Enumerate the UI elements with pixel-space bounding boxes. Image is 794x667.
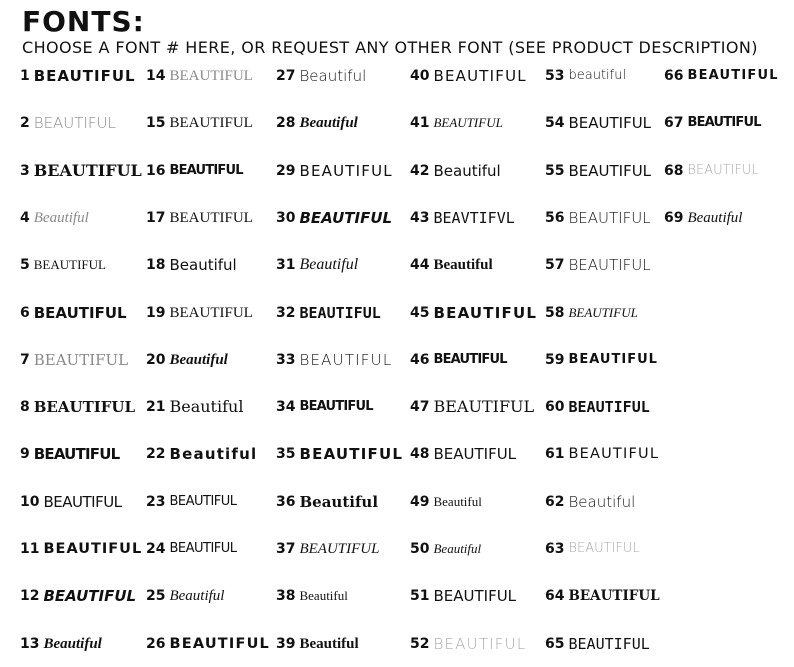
font-option (545, 253, 651, 277)
font-option (276, 537, 379, 561)
font-number: 24 (146, 541, 166, 557)
font-sample: BEAUTIFUL (568, 446, 660, 463)
font-number: 7 (20, 351, 30, 368)
font-option (276, 395, 373, 419)
page-title: FONTS: (22, 5, 145, 38)
font-option (276, 206, 392, 230)
font-sample: BEAUTIFUL (169, 304, 253, 321)
font-number: 13 (20, 635, 40, 652)
font-option (276, 632, 359, 656)
font-sample: BEAUTIFUL (568, 256, 651, 275)
font-number: 1 (20, 68, 30, 84)
font-number: 56 (545, 209, 565, 226)
font-option (410, 206, 515, 230)
font-number: 62 (545, 493, 565, 510)
font-option (545, 632, 650, 656)
font-option (410, 442, 516, 466)
font-sample: Beautiful (568, 492, 636, 511)
font-sample: Beautiful (169, 351, 228, 368)
font-option (276, 348, 392, 372)
font-option (545, 301, 638, 325)
font-option (276, 584, 348, 608)
font-number: 23 (146, 493, 166, 510)
font-number: 11 (20, 541, 40, 557)
font-option (146, 111, 253, 135)
font-number: 16 (146, 162, 166, 179)
font-option (664, 206, 742, 230)
font-number: 30 (276, 209, 296, 226)
font-sample: BEAUTIFUL (169, 493, 237, 509)
font-number: 38 (276, 588, 296, 605)
font-sample: BEAUTIFUL (169, 162, 243, 178)
font-number: 26 (146, 635, 166, 652)
font-number: 45 (410, 304, 430, 321)
font-sample: BEAUTIFUL (299, 445, 404, 464)
font-number: 8 (20, 399, 30, 416)
font-number: 34 (276, 399, 296, 416)
font-number: 41 (410, 115, 430, 132)
font-sample: BEAUTIFUL (433, 397, 535, 417)
font-option (20, 64, 136, 88)
font-option (545, 206, 651, 230)
font-sample: Beautiful (169, 588, 225, 605)
font-option (20, 442, 119, 466)
font-number: 15 (146, 115, 166, 132)
font-number: 32 (276, 304, 296, 321)
font-sample: BEAUTIFUL (299, 541, 380, 557)
font-option (545, 64, 626, 88)
font-option (410, 301, 537, 325)
font-sample: BEAUTIFUL (687, 68, 779, 83)
font-number: 27 (276, 68, 296, 84)
font-number: 46 (410, 351, 430, 368)
font-number: 33 (276, 351, 296, 368)
font-number: 39 (276, 635, 296, 652)
font-option (664, 64, 779, 88)
font-option (410, 111, 503, 135)
font-number: 63 (545, 541, 565, 557)
font-number: 20 (146, 351, 166, 368)
font-number: 43 (410, 209, 430, 226)
font-option (20, 537, 142, 561)
font-number: 36 (276, 493, 296, 510)
font-sample: BEAUTIFUL (433, 303, 538, 322)
font-sample: BEAUTIFUL (169, 115, 253, 132)
font-option (276, 253, 358, 277)
font-option (545, 490, 635, 514)
font-sample: BEAUTIFUL (299, 208, 393, 227)
font-option (410, 490, 482, 514)
font-sample: BEAUTIFUL (687, 115, 761, 131)
font-number: 44 (410, 257, 430, 274)
font-sample: beautiful (568, 68, 627, 83)
font-number: 64 (545, 588, 565, 605)
font-option (410, 348, 507, 372)
font-number: 28 (276, 115, 296, 132)
font-sample: BEAUTIFUL (433, 67, 527, 85)
font-number: 57 (545, 257, 565, 274)
font-sample: Beautiful (299, 115, 358, 132)
font-sample: BEAUTIFUL (169, 209, 253, 226)
font-sample: BEAUTIFUL (33, 257, 106, 273)
font-number: 50 (410, 541, 430, 557)
font-option (146, 301, 253, 325)
font-number: 42 (410, 162, 430, 179)
font-number: 47 (410, 399, 430, 416)
font-number: 68 (664, 162, 684, 179)
font-option (146, 632, 270, 656)
font-sample: BEAUTIFUL (568, 634, 650, 653)
font-sample: Beautiful (433, 161, 501, 180)
font-option (20, 301, 127, 325)
font-sample: BEAUTIFUL (568, 304, 638, 320)
font-sample: BEAUTIFUL (33, 114, 116, 133)
font-option (276, 111, 358, 135)
font-sample: Beautiful (299, 492, 379, 511)
font-sample: BEAUTIFUL (433, 445, 517, 464)
font-option (664, 111, 761, 135)
font-number: 31 (276, 257, 296, 274)
font-option (146, 348, 228, 372)
font-option (20, 348, 128, 372)
font-number: 59 (545, 351, 565, 368)
font-sample: BEAUTIFUL (33, 160, 142, 180)
font-number: 12 (20, 588, 40, 605)
font-number: 48 (410, 446, 430, 463)
font-number: 55 (545, 162, 565, 179)
font-sample: BEAUTIFUL (43, 492, 122, 511)
font-sample: BEAUTIFUL (169, 541, 237, 556)
font-option (20, 632, 102, 656)
font-sample: BEAUTIFUL (299, 161, 393, 180)
font-sample: BEAUTIFUL (687, 162, 759, 178)
font-option (410, 253, 493, 277)
font-sample: BEAUTIFUL (33, 303, 127, 322)
font-sample: Beautiful (169, 397, 244, 417)
font-sample: BEAUTIFUL (43, 587, 137, 606)
font-sample: BEAUTIFUL (299, 399, 373, 415)
font-sample: Beautiful (43, 635, 102, 652)
font-sample: BEAUTIFUL (433, 351, 507, 367)
font-number: 65 (545, 635, 565, 652)
font-number: 61 (545, 446, 565, 463)
font-option (545, 395, 650, 419)
font-sample: Beautiful (299, 635, 359, 652)
font-option (146, 159, 243, 183)
font-number: 60 (545, 399, 565, 416)
font-option (276, 301, 381, 325)
font-option (20, 253, 106, 277)
font-sample: BEAUTIFUL (568, 588, 660, 605)
font-option (146, 442, 257, 466)
font-sample: Beautiful (169, 445, 258, 464)
font-option (410, 632, 526, 656)
font-sample: Beautiful (299, 67, 367, 85)
font-option (146, 206, 253, 230)
font-option (20, 111, 116, 135)
font-sample: Beautiful (299, 256, 359, 274)
font-option (410, 64, 527, 88)
font-option (276, 442, 403, 466)
font-sample: BEAUTIFUL (433, 587, 517, 606)
font-option (410, 584, 516, 608)
font-sample: BEAUTIFUL (169, 68, 253, 84)
font-sample: BEAUTIFUL (568, 208, 651, 227)
font-number: 6 (20, 304, 30, 321)
font-option (146, 253, 237, 277)
font-option (146, 584, 224, 608)
font-option (545, 584, 660, 608)
font-sample: Beautiful (687, 209, 743, 226)
font-number: 5 (20, 257, 30, 274)
font-option (410, 395, 534, 419)
font-sample: BEAUTIFUL (433, 634, 527, 653)
font-number: 18 (146, 257, 166, 274)
font-sample: BEAUTIFUL (568, 161, 652, 180)
font-sample: Beautiful (433, 493, 482, 509)
font-sample: BEAUTIFUL (43, 541, 143, 557)
font-sample: Beautiful (299, 588, 348, 604)
font-option (146, 64, 253, 88)
font-option (410, 537, 481, 561)
font-sample: BEAUTIFUL (33, 398, 136, 417)
font-number: 58 (545, 304, 565, 321)
font-number: 22 (146, 446, 166, 463)
font-sample: BEAUTIFUL (568, 398, 650, 417)
font-option (146, 490, 237, 514)
font-option (146, 537, 237, 561)
font-option (146, 395, 243, 419)
font-sample: BEAVTIFVL (433, 208, 515, 227)
font-number: 9 (20, 446, 30, 463)
font-option (20, 490, 122, 514)
font-sample: BEAUTIFUL (33, 445, 120, 464)
font-sample: BEAUTIFUL (568, 114, 652, 133)
font-sample: BEAUTIFUL (568, 351, 658, 367)
font-sample: Beautiful (169, 256, 237, 275)
font-sample: BEAUTIFUL (568, 541, 640, 556)
font-sample: BEAUTIFUL (433, 115, 503, 131)
font-number: 14 (146, 68, 166, 84)
font-number: 35 (276, 446, 296, 463)
font-option (276, 159, 393, 183)
font-number: 53 (545, 68, 565, 84)
font-option (20, 206, 89, 230)
font-option (20, 395, 135, 419)
font-sample: BEAUTIFUL (33, 67, 136, 85)
font-number: 40 (410, 68, 430, 84)
font-number: 29 (276, 162, 296, 179)
font-option (545, 111, 651, 135)
font-number: 49 (410, 493, 430, 510)
font-option (410, 159, 501, 183)
font-sample: Beautiful (433, 257, 493, 274)
font-option (664, 159, 759, 183)
font-option (276, 64, 366, 88)
font-option (20, 584, 136, 608)
font-number: 54 (545, 115, 565, 132)
font-number: 66 (664, 68, 684, 84)
font-number: 17 (146, 209, 166, 226)
font-number: 21 (146, 399, 166, 416)
font-sample: Beautiful (433, 541, 482, 556)
font-option (545, 442, 659, 466)
font-sample: BEAUTIFUL (169, 635, 270, 652)
page-subtitle: CHOOSE A FONT # HERE, OR REQUEST ANY OTHER FONT (SEE PRODUCT DESCRIPTION) (22, 38, 758, 57)
font-option (20, 159, 142, 183)
font-option (545, 348, 658, 372)
font-number: 10 (20, 493, 40, 510)
font-number: 2 (20, 115, 30, 132)
font-option (545, 159, 651, 183)
font-number: 69 (664, 209, 684, 226)
font-number: 19 (146, 304, 166, 321)
font-number: 67 (664, 115, 684, 132)
font-sample: BEAUTIFUL (299, 303, 381, 322)
font-option (545, 537, 640, 561)
font-sample: Beautiful (33, 209, 89, 226)
font-option (276, 490, 378, 514)
font-number: 51 (410, 588, 430, 605)
font-sample: BEAUTIFUL (33, 350, 129, 369)
font-number: 52 (410, 635, 430, 652)
font-sample: BEAUTIFUL (299, 350, 393, 369)
font-number: 4 (20, 209, 30, 226)
font-number: 37 (276, 541, 296, 557)
font-number: 3 (20, 162, 30, 179)
font-number: 25 (146, 588, 166, 605)
